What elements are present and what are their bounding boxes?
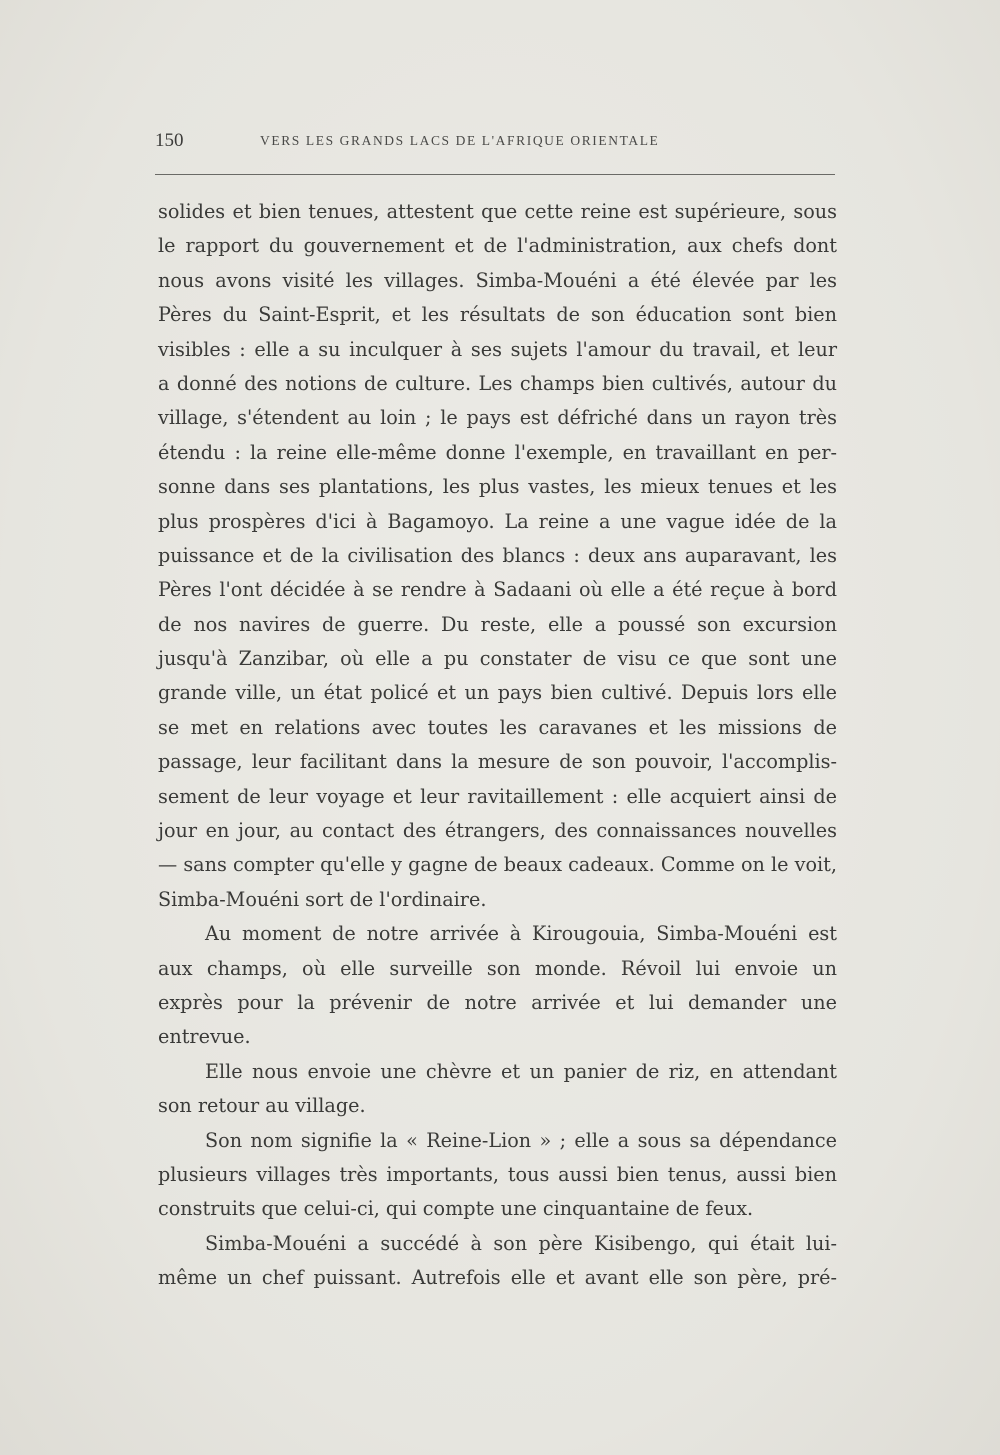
header-rule: [155, 174, 835, 175]
text-line: sonne dans ses plantations, les plus vastes, les mieux tenues et les: [158, 475, 837, 499]
text-line: puissance et de la civilisation des blancs : deux ans auparavant, les: [158, 543, 837, 567]
text-line: plus prospères d'ici à Bagamoyo. La reine a une vague idée de la: [158, 509, 837, 533]
text-line: plusieurs villages très importants, tous aussi bien tenus, aussi bien: [158, 1162, 837, 1186]
text-line: nous avons visité les villages. Simba-Mouéni a été élevée par les: [158, 268, 837, 292]
paragraph-end-line: construits que celui-ci, qui compte une cinquantaine de feux.: [158, 1197, 754, 1221]
text-line: jour en jour, au contact des étrangers, des connaissances nouvelles: [158, 819, 837, 843]
running-title: VERS LES GRANDS LACS DE L'AFRIQUE ORIENTALE: [260, 133, 660, 148]
paragraph-start-line: Au moment de notre arrivée à Kirougouia, Simba-Mouéni est: [205, 922, 837, 946]
text-line: Pères du Saint-Esprit, et les résultats de son éducation sont bien: [158, 303, 837, 327]
text-line: a donné des notions de culture. Les champs bien cultivés, autour du: [158, 371, 837, 395]
paragraph-end-line: entrevue.: [158, 1025, 251, 1049]
text-line: — sans compter qu'elle y gagne de beaux cadeaux. Comme on le voit,: [158, 853, 837, 877]
text-line: solides et bien tenues, attestent que cette reine est supérieure, sous: [158, 200, 837, 223]
text-line: grande ville, un état policé et un pays bien cultivé. Depuis lors elle: [158, 681, 837, 705]
body-text: [158, 195, 837, 1296]
text-line: passage, leur facilitant dans la mesure de son pouvoir, l'accomplis-: [158, 750, 837, 774]
text-line: de nos navires de guerre. Du reste, elle a poussé son excursion: [158, 612, 837, 636]
text-line: sement de leur voyage et leur ravitaillement : elle acquiert ainsi de: [158, 784, 837, 808]
paragraph-end-line: Simba-Mouéni sort de l'ordinaire.: [158, 887, 487, 911]
paragraph-start-line: Simba-Mouéni a succédé à son père Kisibengo, qui était lui-: [205, 1231, 837, 1255]
text-line: aux champs, où elle surveille son monde. Révoil lui envoie un: [158, 956, 837, 980]
paragraph-start-line: Elle nous envoie une chèvre et un panier de riz, en attendant: [205, 1059, 837, 1083]
text-line: exprès pour la prévenir de notre arrivée et lui demander une: [158, 990, 837, 1014]
text-line: le rapport du gouvernement et de l'administration, aux chefs dont: [158, 234, 837, 258]
text-line: Pères l'ont décidée à se rendre à Sadaani où elle a été reçue à bord: [158, 578, 837, 602]
paragraph-end-line: son retour au village.: [158, 1094, 366, 1118]
page-number: 150: [155, 130, 184, 151]
text-line: jusqu'à Zanzibar, où elle a pu constater de visu ce que sont une: [158, 647, 837, 671]
text-line: se met en relations avec toutes les caravanes et les missions de: [158, 715, 837, 739]
text-line: village, s'étendent au loin ; le pays est défriché dans un rayon très: [158, 406, 837, 430]
text-line: étendu : la reine elle-même donne l'exemple, en travaillant en per-: [158, 440, 837, 464]
paragraph-start-line: Son nom signifie la « Reine-Lion » ; elle a sous sa dépendance: [205, 1128, 837, 1152]
text-line: même un chef puissant. Autrefois elle et avant elle son père, pré-: [158, 1266, 837, 1290]
page-header: [155, 130, 835, 156]
text-line: visibles : elle a su inculquer à ses sujets l'amour du travail, et leur: [158, 337, 837, 361]
